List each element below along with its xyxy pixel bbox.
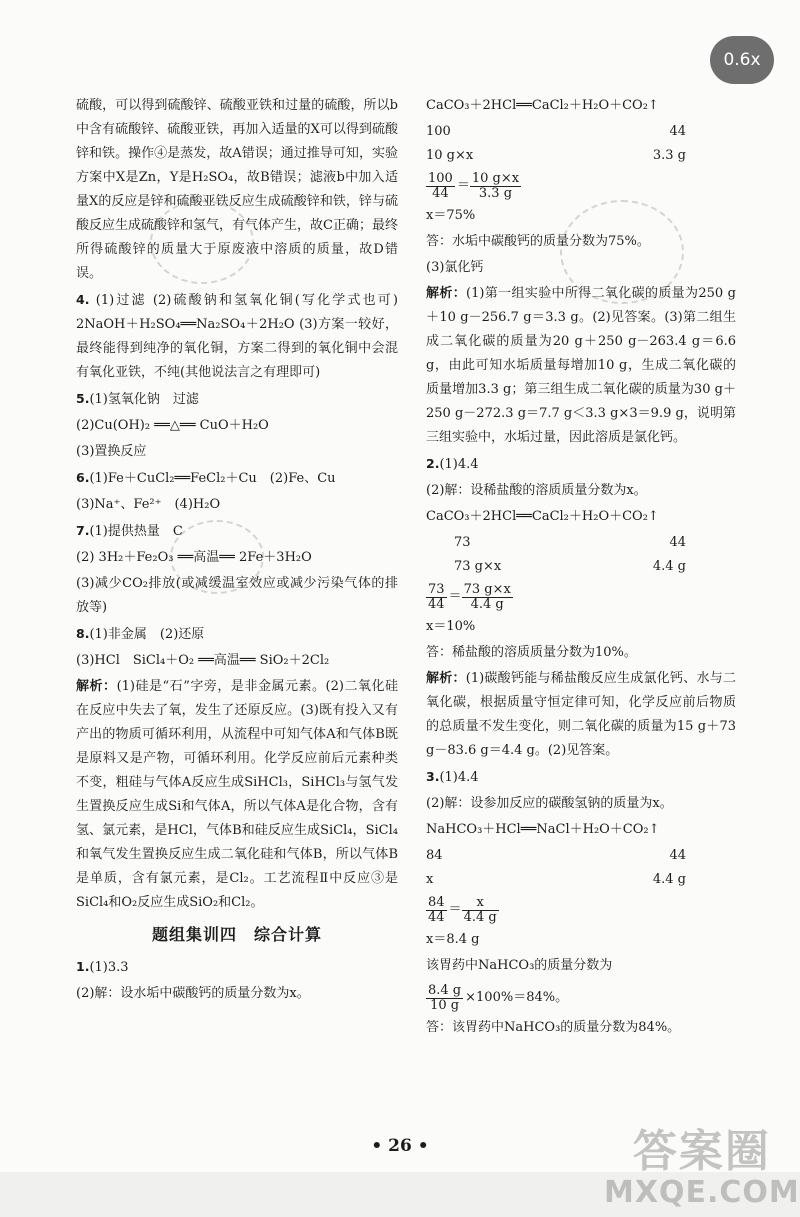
answer-5-line1: (1)氢氧化钠 过滤: [89, 392, 199, 407]
answer-5-line3: (3)置换反应: [76, 444, 147, 459]
answer-6-number: 6.: [76, 470, 90, 485]
ratio-bottom-right: 4.4 g: [652, 559, 686, 574]
answer-8-analysis-text: (1)硅是“石”字旁，是非金属元素。(2)二氧化硅在反应中失去了氧，发生了还原反应。(3)既有投入又有产出的物质可循环利用，从流程中可知气体A和气体B既是原料又是产物，可循环利用。化学反应前后元素种类不变，粗硅与气体A反应生成SiHCl₃，SiHCl₃与氢气发生置换反应生成Si和气体A，所以气体A是化合物，含有氢、氯元素，是HCl，气体B和硅反应生成SiCl₄，SiCl₄和氧气发生置换反应生成二氧化硅和气体B，所以气体B是单质，含有氯元素，是Cl₂。工艺流程Ⅱ中反应③是SiCl₄和O₂反应生成SiO₂和Cl₂。: [76, 679, 398, 910]
answer-5: [76, 387, 398, 464]
result: x＝8.4 g: [426, 932, 480, 947]
fraction-denominator: 4.4 g: [470, 596, 504, 612]
proportion: $\frac{73}{44}$ ＝ $\frac{73 g\times x}{4.4 g}$: [428, 581, 511, 612]
proportion: $\frac{84}{44}$ ＝ $\frac{x}{4.4 g}$: [428, 894, 497, 925]
fraction-denominator: 4.4 g: [463, 909, 497, 925]
answer-1-analysis: [426, 282, 736, 450]
answer-8-analysis: [76, 675, 398, 915]
fraction-numerator: 73 g×x: [463, 581, 511, 597]
answer-2-number: 2.: [426, 456, 440, 471]
answer-3-line2: (2)解：设参加反应的碳酸氢钠的质量为x。: [426, 796, 673, 811]
answer-1: [76, 955, 398, 1006]
answer-statement: 答：该胃药中NaHCO₃的质量分数为84%。: [426, 1020, 681, 1035]
answer-7-line3: (3)减少CO₂排放(或减缓温室效应或减少污染气体的排放等): [76, 576, 398, 615]
answer-6: [76, 466, 398, 517]
answer-8-line2: (3)HCl SiCl₄＋O₂ ══高温══ SiO₂＋2Cl₂: [76, 653, 330, 668]
answer-statement: 答：水垢中碳酸钙的质量分数为75%。: [426, 234, 650, 249]
answer-8-line1: (1)非金属 (2)还原: [89, 627, 205, 642]
ratio-bottom-left: 73 g×x: [454, 559, 502, 574]
answer-7-line1: (1)提供热量 C: [89, 524, 183, 539]
answer-3-line1: (1)4.4: [439, 770, 479, 785]
ratio-bottom-left: x: [426, 872, 434, 887]
answer-7-number: 7.: [76, 523, 90, 538]
page-number: • 26 •: [371, 1136, 429, 1156]
answer-2-line1: (1)4.4: [439, 457, 479, 472]
answer-2-analysis: [426, 667, 736, 763]
answer-4-text: (1)过滤 (2)硫酸钠和氢氧化铜(写化学式也可) 2NaOH＋H₂SO₄══Na₂SO₄＋2H₂O (3)方案一较好，最终能得到纯净的氧化铜，方案二得到的氧化铜中会混有氧化亚铁，不纯(其他说法言之有理即可): [76, 293, 398, 380]
answer-6-line2: (3)Na⁺、Fe²⁺ (4)H₂O: [76, 497, 221, 512]
ratio-bottom-left: 10 g×x: [426, 148, 474, 163]
fraction-numerator: 84: [428, 894, 445, 910]
ratio-bottom-right: 3.3 g: [652, 148, 686, 163]
watermark-domain: MXQE.COM: [604, 1175, 800, 1211]
equation-nahco3: NaHCO₃＋HCl══NaCl＋H₂O＋CO₂↑: [426, 822, 660, 837]
answer-1-analysis-text: (1)第一组实验中所得二氧化碳的质量为250 g＋10 g－256.7 g＝3.3 g。(2)见答案。(3)第二组生成二氧化碳的质量为20 g＋250 g－263.4 g＝6.6 g，由此可知水垢质量每增加10 g，生成二氧化碳的质量增加3.3 g；第三组生成二氧化碳的质量为30 g＋250 g－272.3 g＝7.7 g＜3.3 g×3＝9.9 g，说明第三组实验中，水垢过量，因此溶质是氯化钙。: [426, 286, 736, 445]
ratio-top-right: 44: [669, 124, 686, 139]
fraction-numerator: 8.4 g: [428, 982, 462, 998]
fraction-numerator: 73: [428, 581, 445, 597]
result: x＝10%: [426, 619, 476, 634]
ratio-top-left: 84: [426, 848, 443, 863]
fraction-denominator: 44: [428, 596, 445, 612]
answer-7-line2: (2) 3H₂＋Fe₂O₃ ══高温══ 2Fe＋3H₂O: [76, 550, 312, 565]
proportion: $\frac{100}{44}$ ＝ $\frac{10 g\times x}{3.3 g}$: [428, 170, 520, 201]
fraction-denominator: 44: [432, 185, 449, 201]
q3-analysis-continuation: 硫酸，可以得到硫酸锌、硫酸亚铁和过量的硫酸，所以b中含有硫酸锌、硫酸亚铁，再加入适量的X可以得到硫酸锌和铁。操作④是蒸发，故A错误；通过推导可知，实验方案中X是Zn，Y是H₂SO₄，故B错误；滤液b中加入适量X的反应是锌和硫酸亚铁反应生成硫酸锌和铁，锌与硫酸反应生成硫酸锌和氢气，有气体产生，故C正确；最终所得硫酸锌的质量大于原废液中溶质的质量，故D错误。: [76, 98, 398, 281]
right-column: [426, 94, 736, 1042]
answer-5-line2: (2)Cu(OH)₂ ══△══ CuO＋H₂O: [76, 418, 269, 433]
answer-3: [426, 765, 736, 1040]
ratio-top-left: 73: [454, 535, 471, 550]
fraction-denominator: 44: [428, 909, 445, 925]
left-column: [76, 94, 398, 1008]
answer-statement: 答：稀盐酸的溶质质量分数为10%。: [426, 645, 637, 660]
answer-1-part3: (3)氯化钙: [426, 260, 484, 275]
analysis-label: 解析：: [426, 671, 466, 686]
answer-8-number: 8.: [76, 626, 90, 641]
playback-speed-button[interactable]: 0.6x: [710, 36, 774, 84]
equation-caco3: CaCO₃＋2HCl══CaCl₂＋H₂O＋CO₂↑: [426, 98, 659, 113]
answer-2-line2: (2)解：设稀盐酸的溶质质量分数为x。: [426, 483, 647, 498]
ratio-top-right: 44: [669, 535, 686, 550]
answer-1-number: 1.: [76, 959, 90, 974]
answer-7: [76, 519, 398, 620]
answer-5-number: 5.: [76, 391, 90, 406]
answer-1-line1: (1)3.3: [89, 960, 129, 975]
fraction-denominator: 3.3 g: [478, 185, 513, 201]
answer-2-analysis-text: (1)碳酸钙能与稀盐酸反应生成氯化钙、水与二氧化碳，根据质量守恒定律可知，化学反应前后物质的总质量不发生变化，则二氧化碳的质量为15 g＋73 g－83.6 g＝4.4 g。(2)见答案。: [426, 671, 736, 758]
analysis-label: 解析：: [426, 286, 467, 301]
answer-4: [76, 288, 398, 385]
answer-8: [76, 622, 398, 915]
ratio-top-left: 100: [426, 124, 451, 139]
result: x＝75%: [426, 208, 476, 223]
fraction-denominator: 10 g: [430, 997, 460, 1013]
equation-caco3: CaCO₃＋2HCl══CaCl₂＋H₂O＋CO₂↑: [426, 509, 659, 524]
answer-4-number: 4.: [76, 292, 90, 307]
fraction-numerator: 10 g×x: [471, 170, 520, 186]
section-title: 题组集训四 综合计算: [151, 925, 322, 944]
watermark-logo-text: 答案圈: [632, 1126, 771, 1177]
fraction-numerator: x: [462, 896, 499, 911]
answer-3-line3: 该胃药中NaHCO₃的质量分数为: [426, 958, 613, 973]
percentage-calculation: [426, 980, 736, 1016]
site-watermark: [604, 1128, 800, 1209]
answer-1-line2: (2)解：设水垢中碳酸钙的质量分数为x。: [76, 986, 310, 1001]
analysis-label: 解析：: [76, 679, 117, 694]
answer-1-continued: [426, 94, 736, 450]
percentage-result: ×100%＝84%。: [465, 990, 569, 1005]
answer-2: [426, 452, 736, 763]
answer-3-number: 3.: [426, 769, 440, 784]
fraction-numerator: 100: [428, 170, 453, 186]
ratio-bottom-right: 4.4 g: [652, 872, 686, 887]
ratio-top-right: 44: [669, 848, 686, 863]
answer-6-line1: (1)Fe＋CuCl₂══FeCl₂＋Cu (2)Fe、Cu: [89, 471, 336, 486]
